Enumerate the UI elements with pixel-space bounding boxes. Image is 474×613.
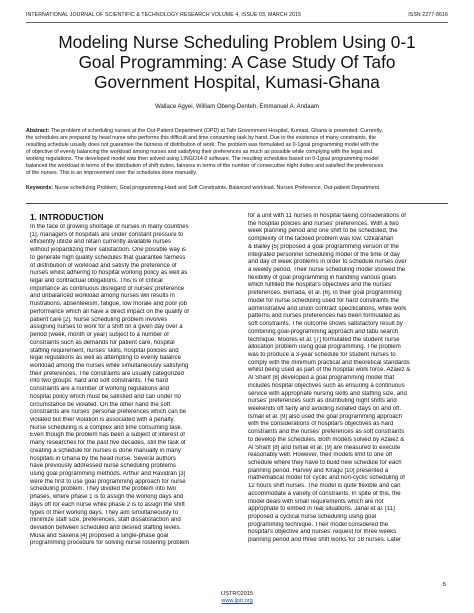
body-text-line: Nurse scheduling is a complex and time consuming task. (30, 424, 183, 431)
right-column (248, 213, 448, 545)
body-text-line: planning period. Harvey and Kiragu [10] presented a (248, 467, 389, 474)
keywords (26, 185, 448, 191)
body-text-line: importance as continuous disregard of nurses' preference (30, 285, 185, 292)
body-text-line: were the first to use goal programming approach for nurse (30, 478, 186, 485)
body-text-line: administrative and union contract specifications, while work (248, 305, 407, 312)
body-text-line: programming technique. Their model considered the (248, 521, 389, 528)
body-text-line: without jeopardizing their satisfaction. One possible way is (30, 247, 186, 254)
body-text-line: Ismail et al. [9] also used the goal programming approach (248, 413, 402, 420)
body-text-line: minimize staff size, preferences, staff dissatisfaction and (30, 517, 181, 524)
body-text-line: week planning period and one shift to be scheduled, the (248, 228, 398, 235)
title-line: Goal Programming: A Case Study Of Tafo (78, 52, 396, 72)
body-text-line: nurses whilst adhering to hospital working policy as well as (30, 270, 188, 277)
body-text-line: proposed a cyclical nurse scheduling using goal (248, 514, 377, 521)
body-text-line: constraints such as demands for patient care, hospital (30, 339, 175, 346)
abstract-line: of the nurses. This is an improvement over the schedules done manually. (26, 170, 198, 177)
body-text-line: programming procedure for solving nurse rostering problem (30, 540, 190, 547)
journal-header (26, 12, 448, 23)
body-text-line: into two groups: hard and soft constraints. The hard (30, 378, 169, 385)
footer (0, 591, 474, 606)
body-text-line: service with appropriate nursing skills and staffing size, and (248, 390, 407, 397)
body-text-line: In the face of growing shortage of nurses in many countries (30, 224, 189, 230)
body-text-line: hospitals in Ghana by the head nurse. Several authors (30, 455, 176, 462)
body-text-line: phases, where phase 1 is to assign the working days and (30, 494, 184, 501)
body-text-line: for a unit with 11 nurses in hospital taking considerations of (248, 213, 406, 219)
body-text-line: nurses' preferences such as distributing night shifts and (248, 398, 397, 405)
body-text-line: Al Sharif [8] and Ismail et al. [9] are measured to execute (248, 444, 401, 451)
abstract-line: of objective of evenly balancing the workload among nurses and satisfying their preferences as much as possible while complying with the legal and (26, 149, 373, 156)
body-text-line: soft constraints. The outcome shows satisfactory result by (248, 321, 403, 328)
abstract (26, 128, 448, 177)
body-text-line: violated but their violation is associated with a penalty. (30, 416, 175, 423)
body-text-line: to generate high quality schedules that guarantee fairness (30, 254, 186, 261)
body-text-line: integrated personnel scheduling model of the time of day (248, 251, 400, 258)
body-text-line: schedule where they have to build new schedule for each (248, 460, 402, 466)
body-text-line: accommodate a variety of constraints. In spite of this, the (248, 490, 401, 497)
body-text-line: includes hospital objectives such as ensuring a continuous (248, 382, 405, 389)
body-text-line: with the considerations of hospital's objectives as hard (248, 421, 394, 428)
body-text-line: was to produce a 3-year schedule for student nurses to (248, 351, 396, 358)
body-text-line: legal and contractual obligations. This is of critical (30, 278, 163, 285)
title-line: Government Hospital, Kumasi-Ghana (94, 72, 380, 92)
abstract-line: the schedules are prepared by head nurse who performs this difficult and time consuming task by hand. Due to the existence of many constraints, the (26, 135, 376, 142)
body-text-line: Al Sharif [8] developed a goal programming model that (248, 375, 395, 382)
body-text-line: hospital's objective and nurses' request for three weeks (248, 529, 397, 536)
body-text-line: to develop the schedules. Both models solved by Azaiez & (248, 436, 405, 443)
body-text-line: Even though the problem has been a subject of interest of (30, 432, 185, 439)
journal-link[interactable]: www.ijstr.org (221, 598, 253, 605)
body-text-line: 12 hours shift nurses. The model is quite flexible and can (248, 483, 401, 490)
body-text-line: many researches for the past five decades, still the task of (30, 440, 186, 447)
body-text-line: model deals with small requirements which are not (248, 498, 384, 505)
body-text-line: workload among the nurses while simultaneously satisfying (30, 362, 189, 369)
abstract-label: Abstract: (26, 128, 50, 134)
body-text-line: allocation problem using goal programming. The problem (248, 344, 401, 351)
body-text-line: constraints are nurses' personal preferences which can be (30, 409, 187, 416)
abstract-line: balanced the workload in terms of the distribution of shift duties, fairness in terms of the number of consecutive night duties and satisfied the preferences (26, 163, 384, 170)
body-text-line: reasonably well. However, their models limit to one off (248, 452, 393, 459)
section-heading: 1. INTRODUCTION (30, 212, 104, 222)
body-text-line: types of their working days. They aim simultaneously to (30, 509, 179, 516)
abstract-line: resulting schedule usually does not guarantee the fairness of distribution of work. The problem was formulated as 0-1goal programming model with the (26, 142, 379, 149)
body-text-line: which fulfilled the hospital's objectives and the nurses' (248, 282, 393, 289)
journal-issn: ISSN 2277-8616 (408, 12, 448, 18)
body-text-line: assigning nurses to work for a shift on a given day over a (30, 324, 183, 331)
body-text-line: the hospital policies and nurses' preferences. With a two (248, 220, 399, 227)
abstract-first-line (26, 128, 448, 135)
body-text-line: comply with the minimum practical and theoretical standards (248, 359, 410, 366)
body-text-line: deviation between scheduled and desired staffing levels. (30, 525, 182, 532)
body-text-line: of distribution of workload and satisfy the preference of (30, 262, 177, 269)
body-text-line: appropriate to embed in real situations. Janal et al. [11] (248, 506, 395, 513)
body-text-line: combining goal-programming approach and tabu search (248, 328, 399, 335)
abstract-lines (26, 135, 448, 177)
body-text-line: hospital policy which must be satisfied and can under no (30, 393, 181, 400)
paper-title (20, 32, 454, 92)
body-text-line: scheduling problem. They divided the problem into two (30, 486, 177, 493)
title-line: Modeling Nurse Scheduling Problem Using 0-1 (58, 32, 416, 52)
body-text-line: planning period and three shift works for 18 nurses. Later (248, 537, 401, 544)
body-text-line: creating a schedule for nurses is done manually in many (30, 447, 181, 454)
footer-copyright: IJSTR©2015 (220, 591, 254, 597)
body-text-line: efficiently utilize and retain currently available nurses (30, 239, 172, 246)
body-text-line: using goal programming methods. Arthur and Ravidran [3] (30, 471, 186, 477)
keywords-label: Keywords: (26, 185, 54, 191)
abstract-line: working regulations. The developed model was then solved using LINGO14.0 software. The resulting schedules based on 0-1goal programming model (26, 156, 379, 163)
body-text-line: patterns and nurses preferences has been formulated as (248, 313, 400, 320)
keywords-text: Nurse scheduling Problem, Goal programming.Hard and Soft Constraints. Balanced workload. Nurses Preference. Out-patient Department. (53, 185, 381, 191)
body-text-line: constraints are a number of working regulations and (30, 386, 170, 393)
body-text-line: complexity of the tackled problem was low. Ozkarahan (248, 236, 394, 243)
body-text-line: model for nurse scheduling used for hard constraints the (248, 297, 399, 304)
body-text-line: technique. Moores et al. [7] formulated the student nurse (248, 336, 400, 343)
body-text-line: period (week, month or year) subject to a number of (30, 332, 169, 339)
page-number: 5 (442, 582, 446, 588)
body-text-line: have previously addressed nurse scheduling problems (30, 463, 176, 470)
body-text-line: staffing requirement, nurses' skills, hospital policies and (30, 347, 179, 354)
body-text-line: and unbalanced workload among nurses will results in (30, 293, 175, 300)
body-text-line: their preferences. The constraints are usually categorized (30, 370, 184, 377)
body-text-line: legal regulations as well as attempting to evenly balance (30, 355, 181, 362)
body-text-line: whilst being used as part of the hospital work force. Azaiez & (248, 367, 411, 374)
body-text-line: performance which all have a direct impact on the quality of (30, 308, 189, 315)
body-text-line: weekends off fairly and avoiding isolated days on and off. (248, 405, 402, 412)
left-column (30, 224, 226, 548)
abstract-text: The problem of scheduling nurses at the Out-Patient Department (OPD) at Tafo Government Hospital, Kumasi, Ghana is presented. Currently, (49, 128, 383, 134)
body-text-line: [1], managers of hospitals are under constant pressure to (30, 231, 184, 238)
section-divider (26, 203, 448, 204)
authors: Wallace Agyei, William Obeng-Denteh, Emmanuel A. Andaam (155, 104, 319, 110)
body-text-line: constraints and the nurses' preferences as soft constraints (248, 429, 405, 436)
body-text-line: and day of week problems in order to schedule nurses over (248, 259, 407, 266)
journal-header-left: INTERNATIONAL JOURNAL OF SCIENTIFIC & TECHNOLOGY RESEARCH VOLUME 4, ISSUE 03, MARCH 2015 (26, 12, 302, 18)
body-text-line: patient care [2]. Nurse scheduling problem involves (30, 316, 168, 323)
body-text-line: frustrations, absenteeism, fatigue, low morale and poor job (30, 301, 187, 308)
body-text-line: Musa and Saxena [4] proposed a single-phase goal (30, 532, 169, 539)
body-text-line: a weekly period. Their nurse scheduling model showed the (248, 267, 406, 274)
body-text-line: preferences. Berrada, et al. [6], in their goal programming (248, 290, 402, 297)
body-text-line: flexibility of goal programming in handling various goals (248, 274, 397, 281)
body-text-line: circumstance be violated. On the other hand the soft (30, 401, 171, 408)
body-text-line: days off for each nurse while phase 2 is to assign the shift (30, 501, 185, 508)
body-text-line: mathematical model for cyclic and non-cyclic scheduling of (248, 475, 405, 482)
body-text-line: & Bailey [5] proposed a goal programming version of the (248, 243, 399, 250)
